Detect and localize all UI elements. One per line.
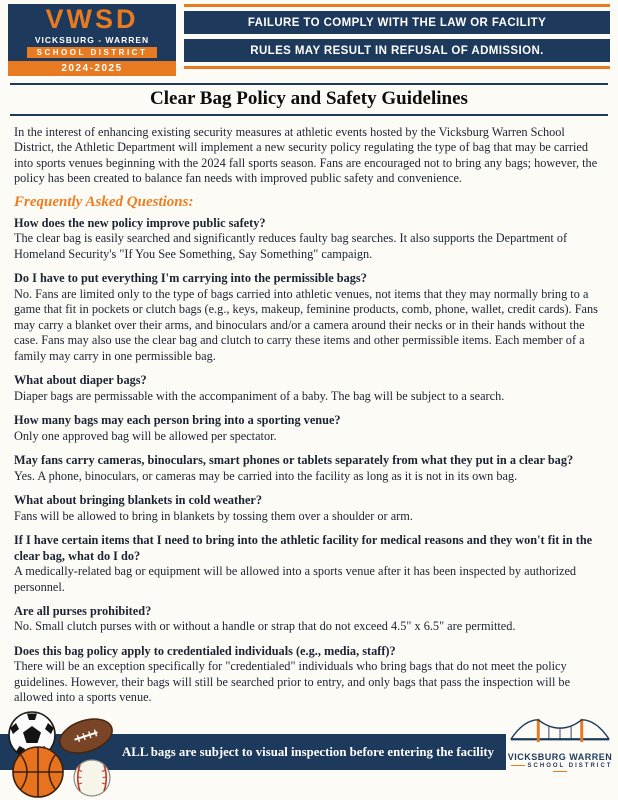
faq-answer: There will be an exception specifically for "credentialed" individuals who bring bags that do not meet the policy guidelines. However, their bags will still be searched prior to entry, and only bags that pass the inspection will be allowed into a sports venue. (14, 659, 571, 705)
faq-item (14, 271, 604, 364)
title-section (10, 83, 608, 116)
intro-paragraph: In the interest of enhancing existing security measures at athletic events hosted by the Vicksburg Warren School District, the Athletic Department will implement a new security policy regulating the type of bag that may be carried into sports venues beginning with the 2024 fall sports season. Fans are encouraged not to bring any bags; however, the policy has been created to balance fan needs with improved public safety and convenience. (14, 125, 598, 186)
faq-item (14, 644, 604, 706)
banner-line-1: FAILURE TO COMPLY WITH THE LAW OR FACILITY (184, 11, 610, 34)
faq-question: Do I have to put everything I'm carrying into the permissible bags? (14, 271, 367, 286)
faq-heading: Frequently Asked Questions: (14, 193, 194, 210)
faq-item (14, 533, 604, 595)
header (0, 0, 618, 76)
sports-balls-icon (2, 708, 124, 800)
bridge-icon (509, 714, 611, 746)
faq-item (14, 413, 604, 444)
faq-question: Are all purses prohibited? (14, 604, 152, 618)
faq-item (14, 604, 604, 635)
page-title: Clear Bag Policy and Safety Guidelines (150, 88, 468, 109)
banner-line-2: RULES MAY RESULT IN REFUSAL OF ADMISSION. (184, 39, 610, 62)
footer-district-logo (506, 714, 614, 775)
inspection-notice: ALL bags are subject to visual inspection before entering the facility (122, 744, 495, 759)
faq-answer: Yes. A phone, binoculars, or cameras may be carried into the facility as long as it is not in its own bag. (14, 468, 518, 483)
faq-answer: No. Small clutch purses with or without a handle or strap that do not exceed 4.5" x 6.5" are permitted. (14, 619, 516, 634)
faq-question: If I have certain items that I need to bring into the athletic facility for medical reasons and they won't fit in the clear bag, what do I do? (14, 533, 593, 563)
faq-answer: No. Fans are limited only to the type of bags carried into athletic venues, not items that they may normally bring to a game that fit in pockets or clutch bags (e.g., keys, makeup, feminine products, comb, phone, wallet, credit cards). Fans may carry a blanket over their arms, and binoculars and/or a camera around their necks or in their hands without the case. Fans may also use the clear bag and clutch to carry these items and other permissible items. Each member of a family may carry in one permissible bag. (14, 286, 598, 363)
faq-item (14, 493, 604, 524)
footer-logo-name: VICKSBURG WARREN (507, 752, 613, 762)
faq-answer: Fans will be allowed to bring in blankets by tossing them over a shoulder or arm. (14, 508, 413, 523)
warning-banner (184, 4, 610, 76)
banner-top-rule (184, 4, 610, 7)
district-logo (8, 4, 176, 76)
faq-answer: The clear bag is easily searched and significantly reduces faulty bag searches. It also supports the Department of Homeland Security's "If You See Something, Say Something" campaign. (14, 231, 568, 261)
faq-answer: A medically-related bag or equipment will be allowed into a sports venue after it has been inspected by authorized personnel. (14, 564, 577, 594)
faq-item (14, 373, 604, 404)
faq-answer: Diaper bags are permissable with the accompaniment of a baby. The bag will be subject to a search. (14, 388, 505, 403)
faq-question: What about diaper bags? (14, 373, 147, 388)
faq-item (14, 216, 604, 262)
logo-district-name: VICKSBURG - WARREN (34, 35, 150, 45)
faq-question: How many bags may each person bring into a sporting venue? (14, 413, 341, 428)
faq-question: May fans carry cameras, binoculars, smart phones or tablets separately from what they put in a clear bag? (14, 453, 574, 468)
footer-logo-subtitle: SCHOOL DISTRICT (506, 763, 614, 775)
footer (0, 708, 618, 800)
faq-item (14, 453, 604, 484)
faq-answer: Only one approved bag will be allowed per spectator. (14, 428, 277, 443)
faq-question: What about bringing blankets in cold weather? (14, 493, 263, 508)
logo-school-year: 2024-2025 (8, 61, 176, 76)
logo-acronym: VWSD (45, 4, 139, 34)
faq-question: How does the new policy improve public safety? (14, 215, 266, 230)
district-logo-main (8, 4, 176, 61)
document-body (0, 116, 618, 706)
banner-bottom-rule (184, 66, 610, 69)
logo-school-district: SCHOOL DISTRICT (27, 47, 158, 58)
faq-question: Does this bag policy apply to credentialed individuals (e.g., media, staff)? (14, 643, 396, 658)
